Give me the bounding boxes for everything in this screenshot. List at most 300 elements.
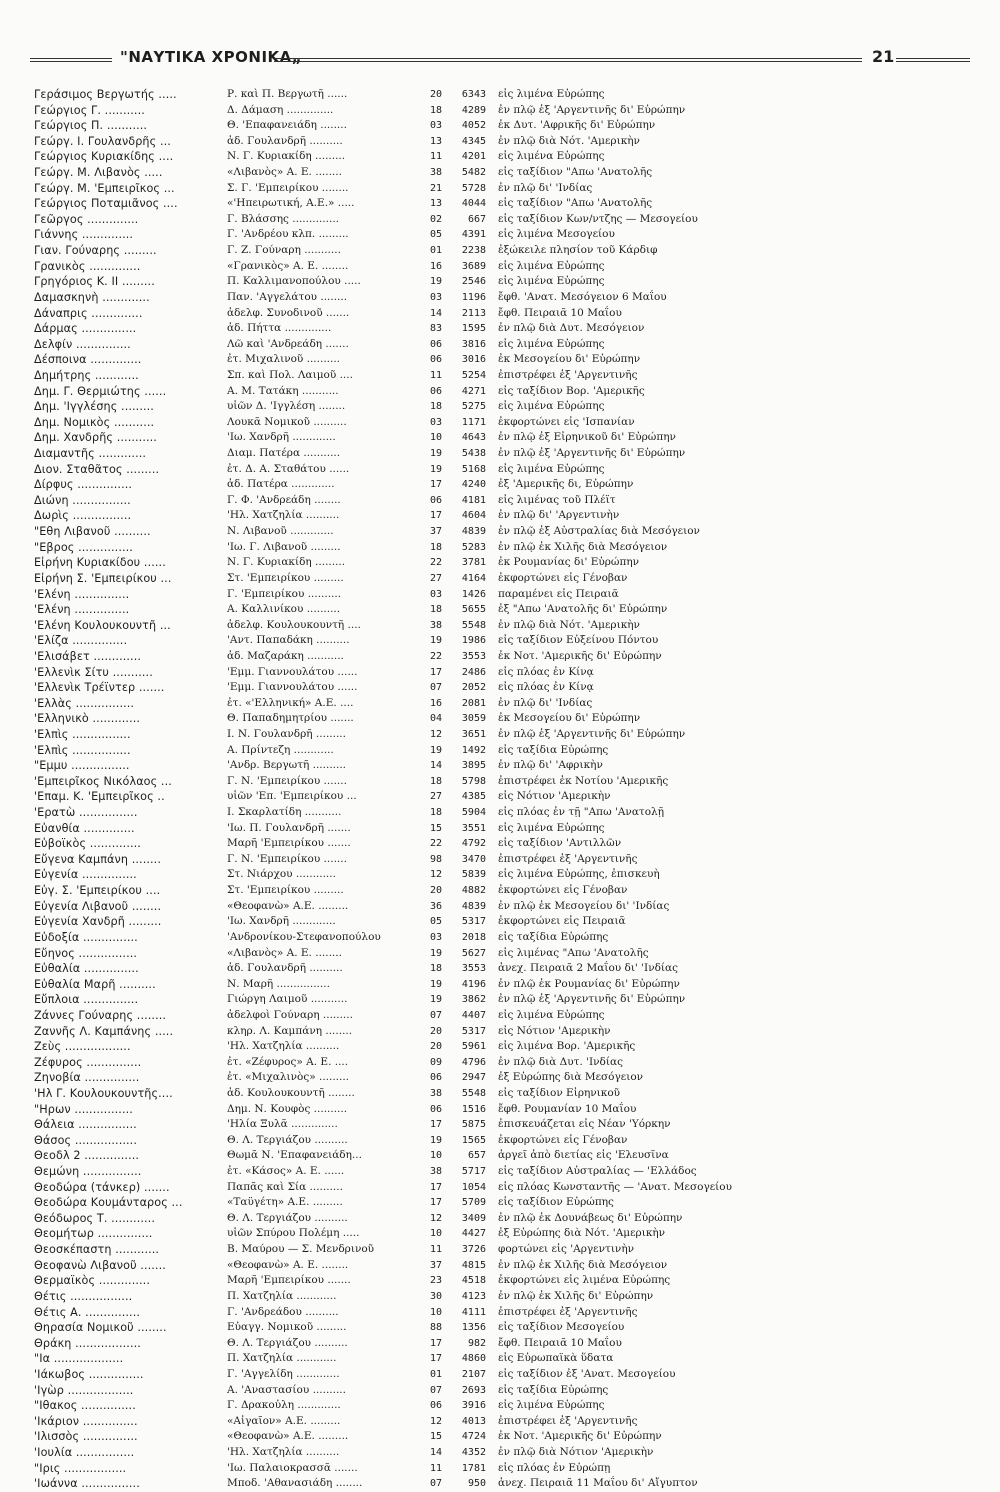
table-row bbox=[34, 1414, 964, 1430]
ship-code: 37 bbox=[429, 1259, 442, 1271]
ship-tonnage: 4643 bbox=[461, 432, 486, 444]
ship-name: Δάρμας ............... bbox=[34, 322, 137, 336]
ship-tonnage: 2947 bbox=[461, 1072, 486, 1084]
ship-name: 'Ελλενὶκ Τρέϊντερ ....... bbox=[34, 681, 165, 695]
ship-owner: 'Ιω. Χανδρῆ ............. bbox=[227, 431, 336, 444]
ship-owner: Δ. Δάμαση .............. bbox=[227, 103, 334, 116]
ship-code: 17 bbox=[429, 479, 442, 491]
ship-owner: Στ. 'Εμπειρίκου ......... bbox=[227, 571, 344, 584]
table-row bbox=[34, 415, 964, 431]
table-row bbox=[34, 1429, 964, 1445]
ship-name: "Εβρος ............... bbox=[34, 540, 133, 554]
ship-tonnage: 3862 bbox=[461, 994, 486, 1006]
ship-tonnage: 2486 bbox=[461, 666, 486, 678]
ship-name: 'Ελπὶς ................ bbox=[34, 743, 131, 757]
ship-tonnage: 5317 bbox=[461, 1025, 486, 1037]
ship-tonnage: 1171 bbox=[461, 416, 486, 428]
ship-owner: Θωμᾶ Ν. 'Επαφανειάδη... bbox=[227, 1149, 362, 1162]
ship-status: εἰς λιμένα Μεσογείου bbox=[498, 228, 615, 241]
ship-owner: «Λιβανὸς» Α. Ε. ........ bbox=[227, 946, 342, 959]
ship-status: ἐν πλῷ δι' 'Αφρικὴν bbox=[498, 759, 603, 772]
ship-code: 15 bbox=[429, 1431, 442, 1443]
table-row bbox=[34, 259, 964, 275]
ship-name: Εὐθαλία Μαρῆ .......... bbox=[34, 977, 156, 991]
ship-name: 'Ιουλία ................ bbox=[34, 1446, 135, 1460]
ship-status: ἐκφορτώνει εἰς Γένοβαν bbox=[498, 571, 628, 584]
ship-status: εἰς λιμένας τοῦ Πλέϊτ bbox=[498, 493, 616, 506]
ship-code: 88 bbox=[429, 1322, 442, 1334]
ship-name: Εἰρήνη Κυριακίδου ...... bbox=[34, 556, 166, 570]
header-rule-middle bbox=[274, 58, 862, 62]
table-row bbox=[34, 1102, 964, 1118]
ship-owner: Μαρῆ 'Εμπειρίκου ....... bbox=[227, 837, 351, 850]
ship-name: Θεοδώρα Κουμάνταρος ... bbox=[34, 1196, 183, 1210]
ship-code: 18 bbox=[429, 775, 442, 787]
table-row bbox=[34, 1383, 964, 1399]
ship-owner: Θ. Παπαδημητρίου ....... bbox=[227, 712, 354, 725]
table-row bbox=[34, 665, 964, 681]
table-row bbox=[34, 587, 964, 603]
table-row bbox=[34, 540, 964, 556]
ship-name: Ζάννες Γούναρης ........ bbox=[34, 1008, 167, 1022]
ship-tonnage: 5548 bbox=[461, 1088, 486, 1099]
table-row bbox=[34, 758, 964, 774]
ship-owner: Εὐαγγ. Νομικοῦ ......... bbox=[227, 1321, 347, 1334]
ship-tonnage: 1356 bbox=[461, 1322, 486, 1334]
ship-code: 17 bbox=[429, 1197, 442, 1209]
table-row bbox=[34, 274, 964, 290]
ship-code: 36 bbox=[429, 900, 442, 912]
ship-tonnage: 2113 bbox=[461, 307, 486, 319]
ship-status: εἰς λιμένα Εὐρώπης bbox=[498, 275, 605, 288]
ship-name: 'Ερατὼ ................ bbox=[34, 806, 138, 820]
ship-name: Θεοδώρα (τάνκερ) ....... bbox=[34, 1180, 170, 1194]
ship-owner: ἐτ. «Ζέφυρος» Α. Ε. .... bbox=[227, 1055, 349, 1068]
ship-tonnage: 3553 bbox=[461, 963, 486, 975]
table-row bbox=[34, 196, 964, 212]
ship-tonnage: 657 bbox=[467, 1150, 486, 1162]
ship-owner: 'Ηλ. Χατζηλία .......... bbox=[227, 1446, 340, 1459]
ship-tonnage: 5254 bbox=[461, 369, 486, 381]
ship-owner: Ν. Γ. Κυριακίδη ......... bbox=[227, 556, 346, 569]
ship-tonnage: 3470 bbox=[461, 853, 486, 865]
ship-tonnage: 4111 bbox=[461, 1306, 486, 1318]
ship-tonnage: 3016 bbox=[461, 354, 486, 366]
table-row bbox=[34, 524, 964, 540]
table-row bbox=[34, 290, 964, 306]
ship-owner: ἀδ. Μαζαράκη ........... bbox=[227, 649, 344, 662]
ship-tonnage: 4518 bbox=[461, 1275, 486, 1287]
ship-code: 13 bbox=[429, 198, 442, 210]
ship-tonnage: 1426 bbox=[461, 588, 486, 600]
ship-status: εἰς ταξίδιον ἐξ 'Ανατ. Μεσογείου bbox=[498, 1367, 676, 1380]
ship-owner: 'Ηλία Ξυλᾶ .............. bbox=[227, 1118, 338, 1131]
ship-owner: ἀδ. Κουλουκουντῆ ........ bbox=[227, 1087, 355, 1099]
ship-code: 30 bbox=[429, 1290, 442, 1302]
ship-tonnage: 1781 bbox=[461, 1462, 486, 1474]
ship-name: Δελφίν ............... bbox=[34, 337, 131, 351]
ship-owner: Σπ. καὶ Πολ. Λαιμοῦ .... bbox=[227, 368, 353, 381]
ship-owner: Α. Μ. Τατάκη ........... bbox=[227, 384, 339, 397]
ship-code: 04 bbox=[429, 713, 442, 725]
ship-code: 11 bbox=[429, 369, 442, 381]
ship-name: Θεοδλ 2 ............... bbox=[34, 1149, 140, 1163]
ship-owner: Π. Χατζηλία ............ bbox=[227, 1289, 337, 1302]
ship-owner: Στ. 'Εμπειρίκου ......... bbox=[227, 884, 344, 897]
ship-code: 03 bbox=[429, 120, 442, 132]
ship-name: Ζαννῆς Λ. Καμπάνης ..... bbox=[34, 1024, 174, 1038]
ship-code: 07 bbox=[429, 1384, 442, 1396]
table-row bbox=[34, 1055, 964, 1071]
ship-status: ἐκ Νοτ. 'Αμερικῆς δι' Εὐρώπην bbox=[498, 1430, 662, 1443]
ship-code: 02 bbox=[429, 213, 442, 225]
ship-name: Θεμώνη ................ bbox=[34, 1165, 142, 1179]
ship-code: 18 bbox=[429, 604, 442, 616]
ship-owner: Γ. 'Αγγελίδη ............. bbox=[227, 1367, 340, 1380]
ship-owner: Λῶ καὶ 'Ανδρεάδη ....... bbox=[227, 337, 349, 350]
ship-tonnage: 5961 bbox=[461, 1041, 486, 1053]
ship-name: Εὔηνος ................ bbox=[34, 946, 138, 960]
ship-status: ἐκ Δυτ. 'Αφρικῆς δι' Εὐρώπην bbox=[498, 119, 656, 132]
ship-owner: Ι. Σκαρλατίδη ........... bbox=[227, 806, 342, 819]
ship-register-table bbox=[34, 87, 964, 1492]
ship-status: ἐν πλῷ δι' 'Ινδίας bbox=[498, 181, 593, 194]
table-row bbox=[34, 1445, 964, 1461]
ship-tonnage: 1595 bbox=[461, 323, 486, 335]
ship-name: Γεώργ. Ι. Γουλανδρῆς ... bbox=[34, 134, 171, 148]
ship-status: εἰς πλόας ἐν Εὐρώπῃ bbox=[498, 1461, 611, 1474]
ship-owner: Λουκᾶ Νομικοῦ .......... bbox=[227, 415, 347, 428]
ship-status: ἐπισκευάζεται εἰς Νέαν 'Υόρκην bbox=[498, 1118, 671, 1131]
ship-owner: 'Ιω. Π. Γουλανδρῆ ....... bbox=[227, 821, 351, 834]
table-row bbox=[34, 1164, 964, 1180]
table-row bbox=[34, 227, 964, 243]
ship-tonnage: 4164 bbox=[461, 572, 486, 584]
ship-code: 22 bbox=[429, 650, 442, 662]
ship-code: 17 bbox=[429, 1119, 442, 1131]
ship-name: Θέτις Α. ............... bbox=[34, 1305, 141, 1319]
table-row bbox=[34, 1273, 964, 1289]
ship-code: 11 bbox=[429, 1462, 442, 1474]
header-rule-left bbox=[30, 58, 112, 62]
table-row bbox=[34, 899, 964, 915]
ship-name: Γεώργιος Γ. ........... bbox=[34, 103, 145, 117]
ship-name: Εὐανθία .............. bbox=[34, 821, 135, 835]
ship-code: 19 bbox=[429, 635, 442, 647]
ship-name: "Ιρις ................. bbox=[34, 1461, 127, 1475]
ship-owner: Ν. Μαρῆ ................ bbox=[227, 977, 330, 990]
ship-owner: 'Ιω. Γ. Λιβανοῦ ......... bbox=[227, 540, 341, 553]
ship-name: 'Ελένη ............... bbox=[34, 587, 130, 601]
ship-owner: Γ. 'Ανδρέου κλπ. ......... bbox=[227, 228, 349, 241]
ship-code: 06 bbox=[429, 1072, 442, 1084]
ship-code: 19 bbox=[429, 276, 442, 288]
ship-name: Ζηνοβία ............... bbox=[34, 1071, 140, 1085]
table-row bbox=[34, 1320, 964, 1336]
ship-name: Εὐγενία Χανδρῆ ......... bbox=[34, 915, 162, 929]
ship-status: ἐπιστρέφει ἐξ 'Αργεντινῆς bbox=[498, 852, 638, 865]
ship-status: εἰς λιμένα Εὐρώπης bbox=[498, 400, 605, 413]
ship-name: Διον. Σταθᾶτος ......... bbox=[34, 462, 160, 476]
ship-code: 19 bbox=[429, 947, 442, 959]
ship-code: 37 bbox=[429, 526, 442, 538]
ship-status: ἐν πλῷ ἐκ Χιλῆς διὰ Μεσόγειον bbox=[498, 540, 668, 553]
ship-code: 15 bbox=[429, 822, 442, 834]
ship-status: εἰς ταξίδια Εὐρώπης bbox=[498, 930, 609, 943]
table-row bbox=[34, 836, 964, 852]
ship-tonnage: 4196 bbox=[461, 978, 486, 990]
ship-owner: Παπᾶς καὶ Σία .......... bbox=[227, 1180, 343, 1193]
ship-owner: Θ. 'Επαφανειάδη ........ bbox=[227, 119, 347, 132]
ship-code: 18 bbox=[429, 963, 442, 975]
ship-code: 14 bbox=[429, 760, 442, 772]
ship-status: εἰς ταξίδιον "Απω 'Ανατολῆς bbox=[498, 166, 653, 179]
ship-tonnage: 4604 bbox=[461, 510, 486, 522]
ship-name: Εὔγενα Καμπάνη ........ bbox=[34, 852, 161, 866]
ship-code: 20 bbox=[429, 885, 442, 897]
table-row bbox=[34, 867, 964, 883]
ship-tonnage: 4839 bbox=[461, 900, 486, 912]
table-row bbox=[34, 462, 964, 478]
ship-tonnage: 4385 bbox=[461, 791, 486, 803]
ship-name: Θάλεια ................ bbox=[34, 1118, 137, 1132]
ship-owner: Διαμ. Πατέρα ........... bbox=[227, 447, 341, 460]
table-row bbox=[34, 1117, 964, 1133]
ship-name: Δίρφυς ............... bbox=[34, 478, 133, 492]
table-row bbox=[34, 1258, 964, 1274]
table-row bbox=[34, 1211, 964, 1227]
ship-tonnage: 5875 bbox=[461, 1119, 486, 1131]
ship-status: εἰς ταξίδιον Βορ. 'Αμερικῆς bbox=[498, 384, 645, 397]
table-row bbox=[34, 1024, 964, 1040]
ship-status: ἐκφορτώνει εἰς λιμένα Εὐρώπης bbox=[498, 1274, 671, 1287]
ship-owner: ἀδ. Γουλανδρῆ .......... bbox=[227, 134, 343, 147]
ship-tonnage: 3895 bbox=[461, 760, 486, 772]
ship-tonnage: 4839 bbox=[461, 526, 486, 538]
ship-tonnage: 950 bbox=[467, 1478, 486, 1490]
ship-tonnage: 4044 bbox=[461, 198, 486, 210]
ship-owner: Γ. Ν. 'Εμπειρίκου ....... bbox=[227, 852, 347, 865]
ship-code: 19 bbox=[429, 978, 442, 990]
ship-name: 'Ελίζα ............... bbox=[34, 634, 128, 648]
ship-tonnage: 5709 bbox=[461, 1197, 486, 1209]
page-number: 21 bbox=[872, 47, 895, 66]
table-row bbox=[34, 1226, 964, 1242]
ship-code: 06 bbox=[429, 1103, 442, 1115]
ship-status: εἰς ταξίδιον Εὐρώπης bbox=[498, 1196, 614, 1209]
ship-code: 20 bbox=[429, 89, 442, 100]
ship-name: 'Εμπειρῖκος Νικόλαος ... bbox=[34, 774, 172, 788]
ship-tonnage: 5717 bbox=[461, 1166, 486, 1178]
table-row bbox=[34, 165, 964, 181]
ship-code: 07 bbox=[429, 1478, 442, 1490]
ship-status: ἔφθ. Πειραιᾶ 10 Μαΐου bbox=[498, 1336, 622, 1349]
table-row bbox=[34, 914, 964, 930]
table-row bbox=[34, 602, 964, 618]
ship-status: ἐν πλῷ διὰ Νότ. 'Αμερικὴν bbox=[498, 134, 640, 147]
ship-status: ἐκ Ρουμανίας δι' Εὐρώπην bbox=[498, 556, 640, 569]
table-row bbox=[34, 87, 964, 103]
ship-status: ἐκφορτώνει εἰς Πειραιᾶ bbox=[498, 915, 626, 928]
table-row bbox=[34, 1367, 964, 1383]
ship-name: 'Ελλὰς ................ bbox=[34, 696, 135, 710]
ship-status: εἰς ταξίδιον Μεσογείου bbox=[498, 1321, 625, 1334]
ship-owner: Ν. Λιβανοῦ ............. bbox=[227, 525, 334, 538]
ship-tonnage: 4796 bbox=[461, 1056, 486, 1068]
ship-name: "Εμμυ ................ bbox=[34, 759, 130, 773]
ship-tonnage: 5283 bbox=[461, 541, 486, 553]
ship-tonnage: 4013 bbox=[461, 1415, 486, 1427]
ship-owner: 'Ιω. Χανδρῆ ............. bbox=[227, 915, 336, 928]
ship-owner: 'Εμμ. Γιαννουλάτου ...... bbox=[227, 665, 358, 678]
ship-name: Γεώργ. Μ. Λιβανὸς ..... bbox=[34, 166, 163, 180]
ship-tonnage: 4792 bbox=[461, 838, 486, 850]
ship-tonnage: 5548 bbox=[461, 619, 486, 631]
ship-code: 06 bbox=[429, 338, 442, 350]
ship-code: 18 bbox=[429, 541, 442, 553]
ship-code: 01 bbox=[429, 245, 442, 257]
ship-name: Γεώργιος Ποταμιᾶνος .... bbox=[34, 197, 178, 211]
ship-tonnage: 1516 bbox=[461, 1103, 486, 1115]
ship-owner: 'Αντ. Παπαδάκη .......... bbox=[227, 634, 350, 647]
table-row bbox=[34, 446, 964, 462]
ship-tonnage: 4123 bbox=[461, 1290, 486, 1302]
table-row bbox=[34, 493, 964, 509]
ship-name: 'Επαμ. Κ. 'Εμπειρῖκος .. bbox=[34, 790, 165, 804]
ship-owner: Θ. Λ. Τεργιάζου .......... bbox=[227, 1336, 348, 1349]
ship-code: 22 bbox=[429, 557, 442, 569]
ship-status: εἰς λιμένα Εὐρώπης bbox=[498, 1008, 605, 1021]
table-row bbox=[34, 384, 964, 400]
ship-code: 05 bbox=[429, 916, 442, 928]
ship-status: παραμένει εἰς Πειραιᾶ bbox=[498, 587, 619, 600]
table-row bbox=[34, 977, 964, 993]
ship-name: Ζεὺς .................. bbox=[34, 1040, 131, 1054]
ship-name: 'Ιλισσὸς ............... bbox=[34, 1430, 138, 1444]
ship-owner: «Λιβανὸς» Α. Ε. ........ bbox=[227, 166, 342, 179]
ship-status: ἐκφορτώνει εἰς 'Ισπανίαν bbox=[498, 415, 635, 428]
ship-tonnage: 3553 bbox=[461, 650, 486, 662]
ship-owner: Ρ. καὶ Π. Βεργωτῆ ...... bbox=[227, 88, 348, 100]
ship-status: εἰς Νότιον 'Αμερικὴν bbox=[498, 790, 611, 803]
ship-status: ἔφθ. Ρουμανίαν 10 Μαΐου bbox=[498, 1102, 637, 1115]
ship-name: 'Ελένη ............... bbox=[34, 603, 130, 617]
ship-tonnage: 4352 bbox=[461, 1447, 486, 1459]
table-row bbox=[34, 789, 964, 805]
ship-owner: ἐτ. Μιχαλινοῦ .......... bbox=[227, 353, 341, 366]
ship-status: ἐν πλῷ διὰ Δυτ. 'Ινδίας bbox=[498, 1055, 623, 1068]
ship-code: 18 bbox=[429, 401, 442, 413]
ship-owner: Π. Καλλιμανοπούλου ..... bbox=[227, 275, 361, 288]
ship-tonnage: 2693 bbox=[461, 1384, 486, 1396]
ship-tonnage: 4201 bbox=[461, 151, 486, 163]
ship-name: Θέτις ................. bbox=[34, 1289, 133, 1303]
ship-name: Εὐγενία Λιβανοῦ ........ bbox=[34, 899, 162, 913]
ship-name: Ζέφυρος ............... bbox=[34, 1055, 142, 1069]
ship-status: ἐκφορτώνει εἰς Γένοβαν bbox=[498, 1133, 628, 1146]
ship-name: Δημ. Γ. Θερμιώτης ...... bbox=[34, 384, 167, 398]
ship-name: 'Ικάριον ............... bbox=[34, 1414, 138, 1428]
ship-code: 19 bbox=[429, 1134, 442, 1146]
ship-tonnage: 4181 bbox=[461, 494, 486, 506]
ship-code: 27 bbox=[429, 572, 442, 584]
ship-tonnage: 5655 bbox=[461, 604, 486, 616]
ship-name: 'Ελλενὶκ Σίτυ ........... bbox=[34, 665, 153, 679]
ship-code: 06 bbox=[429, 385, 442, 397]
table-row bbox=[34, 337, 964, 353]
ship-owner: ἐτ. «'Ελληνική» Α.Ε. .... bbox=[227, 696, 354, 709]
ship-owner: υἱῶν 'Επ. 'Εμπειρίκου ... bbox=[227, 790, 357, 803]
ship-status: εἰς πλόας ἐν Κίνᾳ bbox=[498, 681, 594, 694]
ship-status: εἰς ταξίδιον Αὐστραλίας — 'Ελλάδος bbox=[498, 1165, 697, 1178]
ship-code: 17 bbox=[429, 1353, 442, 1365]
table-row bbox=[34, 118, 964, 134]
table-row bbox=[34, 306, 964, 322]
ship-tonnage: 2018 bbox=[461, 931, 486, 943]
ship-code: 03 bbox=[429, 416, 442, 428]
ship-code: 13 bbox=[429, 135, 442, 147]
ship-owner: Θ. Λ. Τεργιάζου .......... bbox=[227, 1211, 348, 1224]
ship-tonnage: 4407 bbox=[461, 1009, 486, 1021]
ship-name: Γεώργ. Μ. 'Εμπειρῖκος ... bbox=[34, 181, 175, 195]
ship-code: 38 bbox=[429, 1088, 442, 1099]
table-row bbox=[34, 727, 964, 743]
ship-tonnage: 2238 bbox=[461, 245, 486, 257]
ship-status: ἐπιστρέφει ἐκ Νοτίου 'Αμερικῆς bbox=[498, 774, 669, 787]
ship-code: 11 bbox=[429, 151, 442, 163]
ship-status: ἐν πλῷ ἐξ Αὐστραλίας διὰ Μεσόγειον bbox=[498, 525, 700, 538]
ship-tonnage: 2107 bbox=[461, 1368, 486, 1380]
ship-status: εἰς λιμένα Βορ. 'Αμερικῆς bbox=[498, 1040, 636, 1053]
table-row bbox=[34, 508, 964, 524]
table-row bbox=[34, 680, 964, 696]
ship-tonnage: 4289 bbox=[461, 104, 486, 116]
ship-owner: Σ. Γ. 'Εμπειρίκου ........ bbox=[227, 181, 349, 194]
ship-tonnage: 3916 bbox=[461, 1400, 486, 1412]
ship-name: "Ιθακος ............... bbox=[34, 1399, 136, 1413]
ship-name: Δέσποινα .............. bbox=[34, 353, 142, 367]
table-row bbox=[34, 1461, 964, 1477]
ship-status: εἰς ταξίδιον "Απω 'Ανατολῆς bbox=[498, 197, 653, 210]
ship-status: εἰς λιμένα Εὐρώπης bbox=[498, 150, 605, 163]
ship-status: ἐκφορτώνει εἰς Γένοβαν bbox=[498, 884, 628, 897]
table-row bbox=[34, 743, 964, 759]
table-row bbox=[34, 1305, 964, 1321]
ship-owner: Μποδ. 'Αθανασιάδη ........ bbox=[227, 1477, 363, 1490]
ship-code: 98 bbox=[429, 853, 442, 865]
ship-owner: κληρ. Λ. Καμπάνη ........ bbox=[227, 1024, 353, 1037]
ship-status: εἰς λιμένα Εὐρώπης bbox=[498, 1399, 605, 1412]
ship-name: Θράκη .................. bbox=[34, 1336, 141, 1350]
ship-owner: υἱῶν Δ. 'Ιγγλέση ........ bbox=[227, 400, 346, 413]
ship-name: Διώνη ................ bbox=[34, 493, 131, 507]
ship-tonnage: 5168 bbox=[461, 463, 486, 475]
table-row bbox=[34, 1195, 964, 1211]
ship-name: "Ια ................... bbox=[34, 1352, 124, 1366]
ship-code: 12 bbox=[429, 1212, 442, 1224]
ship-status: ἔφθ. Πειραιᾶ 10 Μαΐου bbox=[498, 306, 622, 319]
ship-name: Δάναπρις .............. bbox=[34, 306, 143, 320]
ship-name: Δημ. 'Ιγγλέσης ......... bbox=[34, 400, 154, 414]
ship-name: 'Ελληνικὸ ............. bbox=[34, 712, 141, 726]
ship-code: 10 bbox=[429, 1150, 442, 1162]
ship-name: Θεοφανὼ Λιβανοῦ ....... bbox=[34, 1258, 166, 1272]
ship-status: εἰς λιμένα Εὐρώπης bbox=[498, 259, 605, 272]
ship-name: Γιαν. Γούναρης ......... bbox=[34, 244, 157, 258]
table-row bbox=[34, 1242, 964, 1258]
ship-owner: Δημ. Ν. Κουφὸς .......... bbox=[227, 1102, 348, 1115]
ship-name: Δημήτρης ............ bbox=[34, 368, 139, 382]
